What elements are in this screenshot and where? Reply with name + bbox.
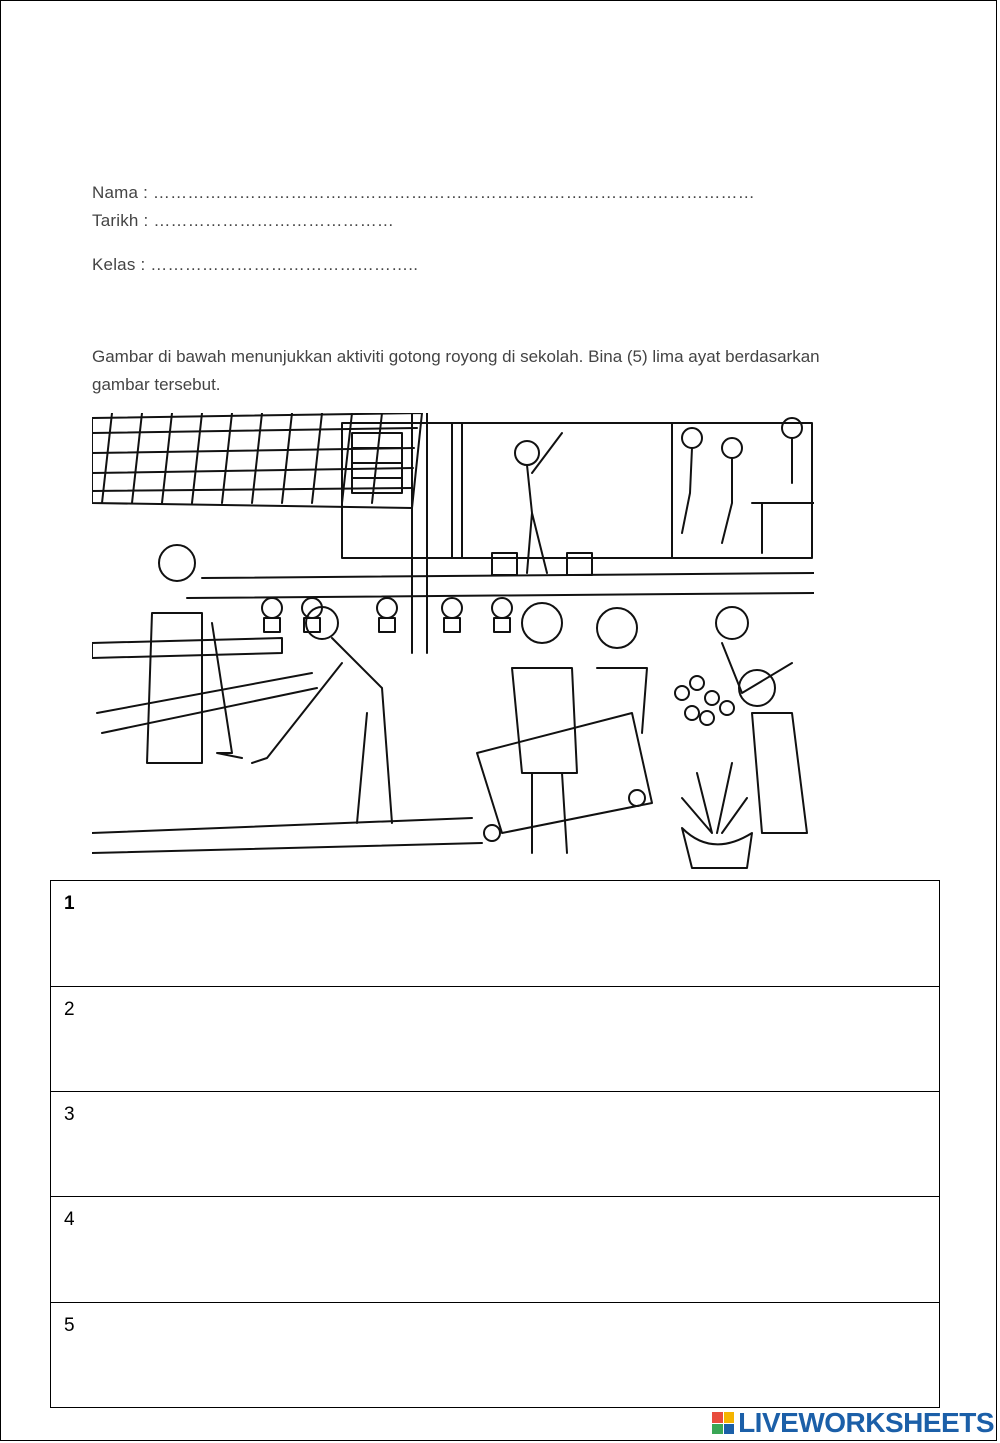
answer-number: 4 [64,1209,75,1230]
class-field[interactable]: Kelas : ……………………………………….. [92,255,419,274]
gotong-royong-illustration [92,413,814,879]
answer-box-5[interactable] [50,1302,940,1408]
answer-number: 2 [64,999,75,1020]
brand-text: LIVEWORKSHEETS [738,1407,994,1438]
answer-box-1[interactable] [50,880,940,987]
instruction-text: Gambar di bawah menunjukkan aktiviti gotong royong di sekolah. Bina (5) lima ayat berdasarkan gambar tersebut. [92,347,820,394]
answer-box-4[interactable] [50,1196,940,1303]
answer-box-3[interactable] [50,1091,940,1197]
date-field[interactable]: Tarikh : …………………………………… [92,211,395,230]
answer-number: 1 [64,893,75,914]
liveworksheets-logo-icon [712,1412,734,1434]
answer-number: 5 [64,1315,75,1336]
name-field[interactable]: Nama : …………………………………………………………………………………………… [92,183,755,202]
answer-box-2[interactable] [50,986,940,1092]
liveworksheets-footer [712,1407,994,1439]
answer-number: 3 [64,1104,75,1125]
